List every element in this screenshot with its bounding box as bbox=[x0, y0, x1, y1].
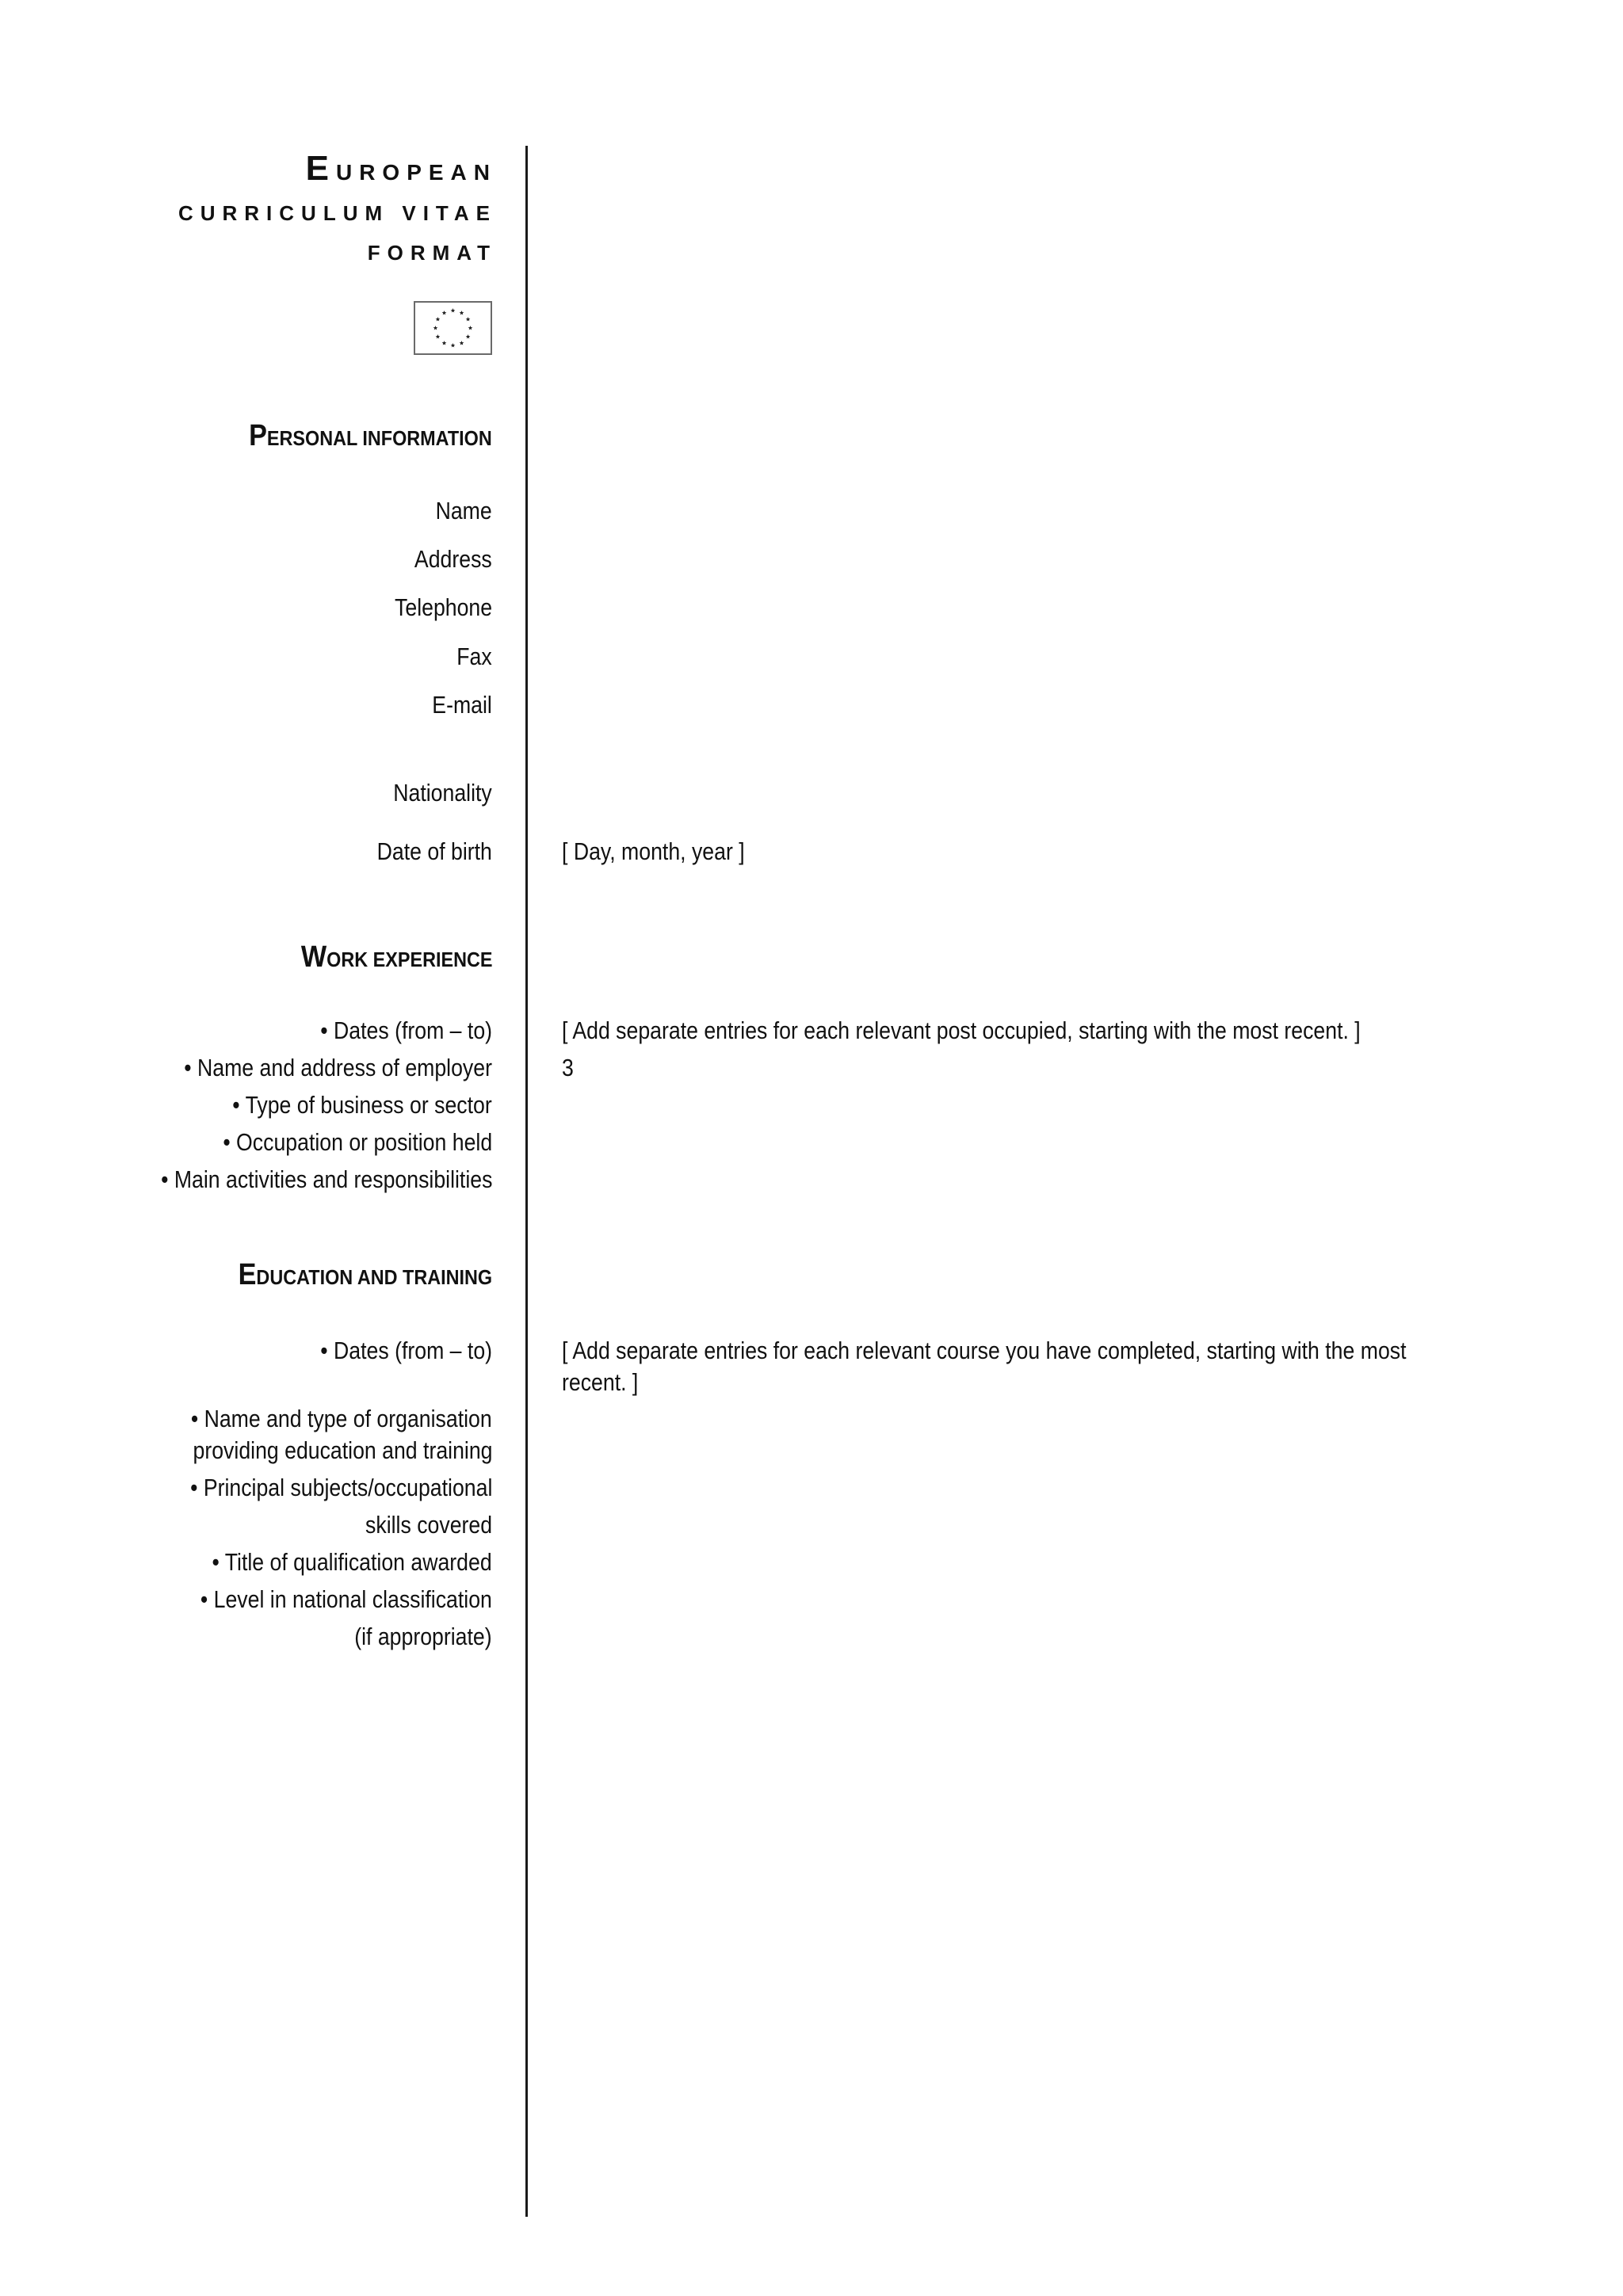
section-personal-information bbox=[249, 418, 492, 456]
eu-flag-star bbox=[466, 317, 471, 321]
label-name: Name bbox=[435, 497, 492, 524]
label-activities: • Main activities and responsibilities bbox=[160, 1165, 492, 1193]
eu-flag-star bbox=[433, 326, 438, 330]
label-email: E-mail bbox=[432, 691, 492, 719]
cv-title bbox=[306, 147, 497, 194]
eu-flag-star bbox=[466, 334, 471, 338]
eu-flag-star bbox=[451, 308, 456, 312]
column-divider bbox=[525, 146, 528, 2217]
eu-flag-star bbox=[451, 343, 456, 347]
cv-subtitle-line1: CURRICULUM VITAE bbox=[178, 201, 497, 225]
value-date-of-birth: [ Day, month, year ] bbox=[562, 837, 745, 865]
cv-title-rest: UROPEAN bbox=[335, 160, 497, 185]
label-fax: Fax bbox=[456, 643, 492, 670]
cv-subtitle-line2: FORMAT bbox=[367, 241, 497, 265]
eu-flag-icon bbox=[414, 301, 492, 355]
eu-flag-star bbox=[436, 334, 441, 338]
value-education-dates-line2: recent. ] bbox=[562, 1368, 639, 1396]
label-nationality: Nationality bbox=[393, 779, 492, 807]
label-subjects-line2: skills covered bbox=[365, 1511, 492, 1539]
eu-flag-star bbox=[460, 341, 464, 345]
eu-flag-star bbox=[436, 317, 441, 321]
label-education-dates: • Dates (from – to) bbox=[320, 1337, 492, 1364]
section-personal-cap: P bbox=[249, 419, 268, 452]
value-employer: 3 bbox=[562, 1054, 574, 1081]
eu-flag-star bbox=[442, 341, 447, 345]
eu-flag-star bbox=[442, 311, 447, 315]
section-education-rest: DUCATION AND TRAINING bbox=[256, 1265, 492, 1289]
label-employer: • Name and address of employer bbox=[184, 1054, 492, 1081]
label-business-sector: • Type of business or sector bbox=[232, 1091, 492, 1119]
section-education-cap: E bbox=[238, 1258, 257, 1291]
label-organisation-line1: • Name and type of organisation bbox=[191, 1405, 492, 1432]
label-organisation-line2: providing education and training bbox=[193, 1436, 492, 1464]
cv-title-cap: E bbox=[305, 149, 336, 188]
eu-flag-star bbox=[460, 311, 464, 315]
label-date-of-birth: Date of birth bbox=[376, 837, 492, 865]
section-personal-rest: ERSONAL INFORMATION bbox=[267, 426, 492, 450]
section-work-experience bbox=[300, 940, 492, 977]
section-work-cap: W bbox=[300, 940, 327, 974]
label-subjects-line1: • Principal subjects/occupational bbox=[189, 1474, 492, 1501]
section-work-rest: ORK EXPERIENCE bbox=[326, 948, 492, 971]
value-education-dates-line1: [ Add separate entries for each relevant course you have completed, starting with the most bbox=[562, 1337, 1407, 1364]
label-level-line2: (if appropriate) bbox=[354, 1623, 492, 1650]
label-address: Address bbox=[414, 545, 492, 573]
label-level-line1: • Level in national classification bbox=[200, 1585, 492, 1613]
label-telephone: Telephone bbox=[394, 593, 492, 621]
label-qualification: • Title of qualification awarded bbox=[212, 1548, 492, 1576]
label-occupation: • Occupation or position held bbox=[223, 1128, 492, 1156]
value-work-dates: [ Add separate entries for each relevant post occupied, starting with the most recent. ] bbox=[562, 1016, 1361, 1044]
section-education-training bbox=[238, 1257, 492, 1295]
label-work-dates: • Dates (from – to) bbox=[320, 1016, 492, 1044]
eu-flag-star bbox=[468, 326, 473, 330]
